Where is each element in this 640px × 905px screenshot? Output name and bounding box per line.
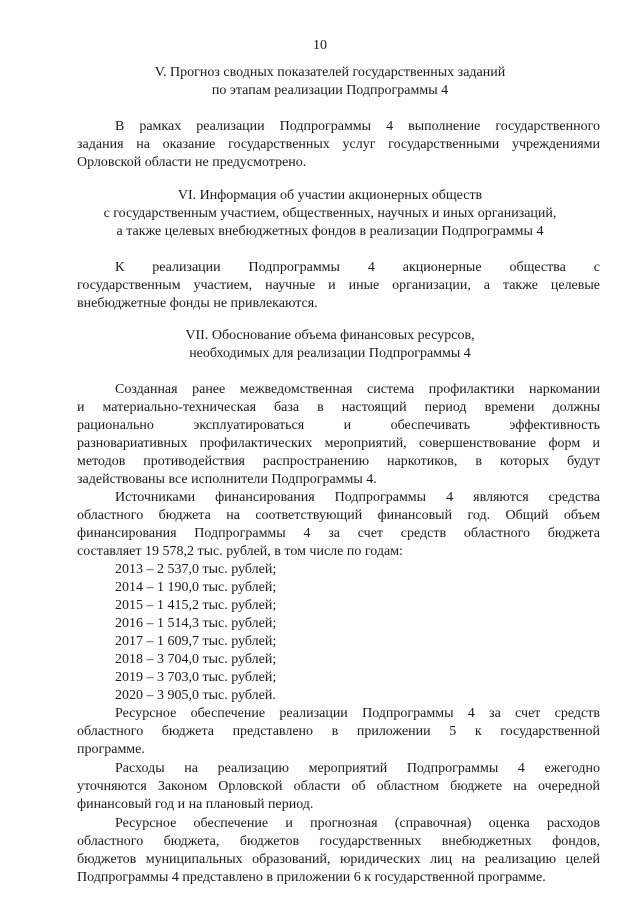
text-line: рационально эксплуатироваться и обеспечивать эффективность [77,418,600,433]
text-line: задействованы все исполнители Подпрограммы 4. [77,472,377,487]
heading-line: VI. Информация об участии акционерных обществ [177,188,483,203]
text-line: областного бюджета на соответствующий финансовый год. Общий объем [77,508,600,523]
section-5-paragraph [77,118,600,172]
funding-by-year-list [115,561,276,705]
text-line: задания на оказание государственных услуг государственными учреждениями [77,137,600,152]
text-line: бюджетов муниципальных образований, юридических лиц на реализацию целей [77,852,600,867]
year-item: 2014 – 1 190,0 тыс. рублей; [115,580,277,595]
text-line: программе. [77,742,145,757]
section-7-paragraph-5 [77,815,600,887]
heading-line: а также целевых внебюджетных фондов в реализации Подпрограммы 4 [116,224,544,239]
year-item: 2017 – 1 609,7 тыс. рублей; [115,634,277,649]
year-item: 2013 – 2 537,0 тыс. рублей; [115,562,277,577]
text-line: Расходы на реализацию мероприятий Подпрограммы 4 ежегодно [115,761,600,776]
text-line: В рамках реализации Подпрограммы 4 выполнение государственного [115,119,600,134]
section-6-paragraph [77,259,600,313]
year-item: 2020 – 3 905,0 тыс. рублей. [115,688,276,703]
text-line: Созданная ранее межведомственная система профилактики наркомании [115,382,600,397]
text-line: Ресурсное обеспечение реализации Подпрограммы 4 за счет средств [115,706,600,721]
section-7-heading [60,327,600,363]
page-number: 10 [313,38,327,53]
text-line: разновариативных профилактических мероприятий, совершенствование форм и [77,436,600,451]
text-line: К реализации Подпрограммы 4 акционерные общества с [115,260,600,275]
text-line: финансовый год и на плановый период. [77,797,314,812]
section-6-heading [60,187,600,241]
text-line: областного бюджета представлено в приложении 5 к государственной [77,724,600,739]
text-line: внебюджетные фонды не привлекаются. [77,296,318,311]
text-line: и материально-техническая база в настоящий период времени должны [77,400,600,415]
text-line: составляет 19 578,2 тыс. рублей, в том числе по годам: [77,544,403,559]
text-line: государственным участием, научные и иные организации, а также целевые [77,278,600,293]
text-line: Подпрограммы 4 представлено в приложении 6 к государственной программе. [77,870,546,885]
text-line: Источниками финансирования Подпрограммы 4 являются средства [115,490,600,505]
heading-line: с государственным участием, общественных, научных и иных организаций, [103,206,557,221]
text-line: Ресурсное обеспечение и прогнозная (справочная) оценка расходов [115,816,600,831]
year-item: 2015 – 1 415,2 тыс. рублей; [115,598,277,613]
text-line: методов противодействия распространению наркотиков, в которых будут [77,454,600,469]
text-line: уточняются Законом Орловской области об областном бюджете на очередной [77,779,600,794]
text-line: финансирования Подпрограммы 4 за счет средств областного бюджета [77,526,600,541]
section-7-paragraph-1 [77,381,600,489]
section-7-paragraph-4 [77,760,600,814]
year-item: 2016 – 1 514,3 тыс. рублей; [115,616,277,631]
year-item: 2019 – 3 703,0 тыс. рублей; [115,670,277,685]
section-7-paragraph-2 [77,489,600,561]
heading-line: необходимых для реализации Подпрограммы 4 [189,346,471,361]
heading-line: V. Прогноз сводных показателей государственных заданий [154,65,506,80]
section-5-heading [60,64,600,100]
heading-line: VII. Обоснование объема финансовых ресурсов, [185,328,475,343]
text-line: областного бюджета, бюджетов государственных внебюджетных фондов, [77,834,600,849]
section-7-paragraph-3 [77,705,600,759]
text-line: Орловской области не предусмотрено. [77,155,307,170]
year-item: 2018 – 3 704,0 тыс. рублей; [115,652,277,667]
heading-line: по этапам реализации Подпрограммы 4 [211,83,449,98]
